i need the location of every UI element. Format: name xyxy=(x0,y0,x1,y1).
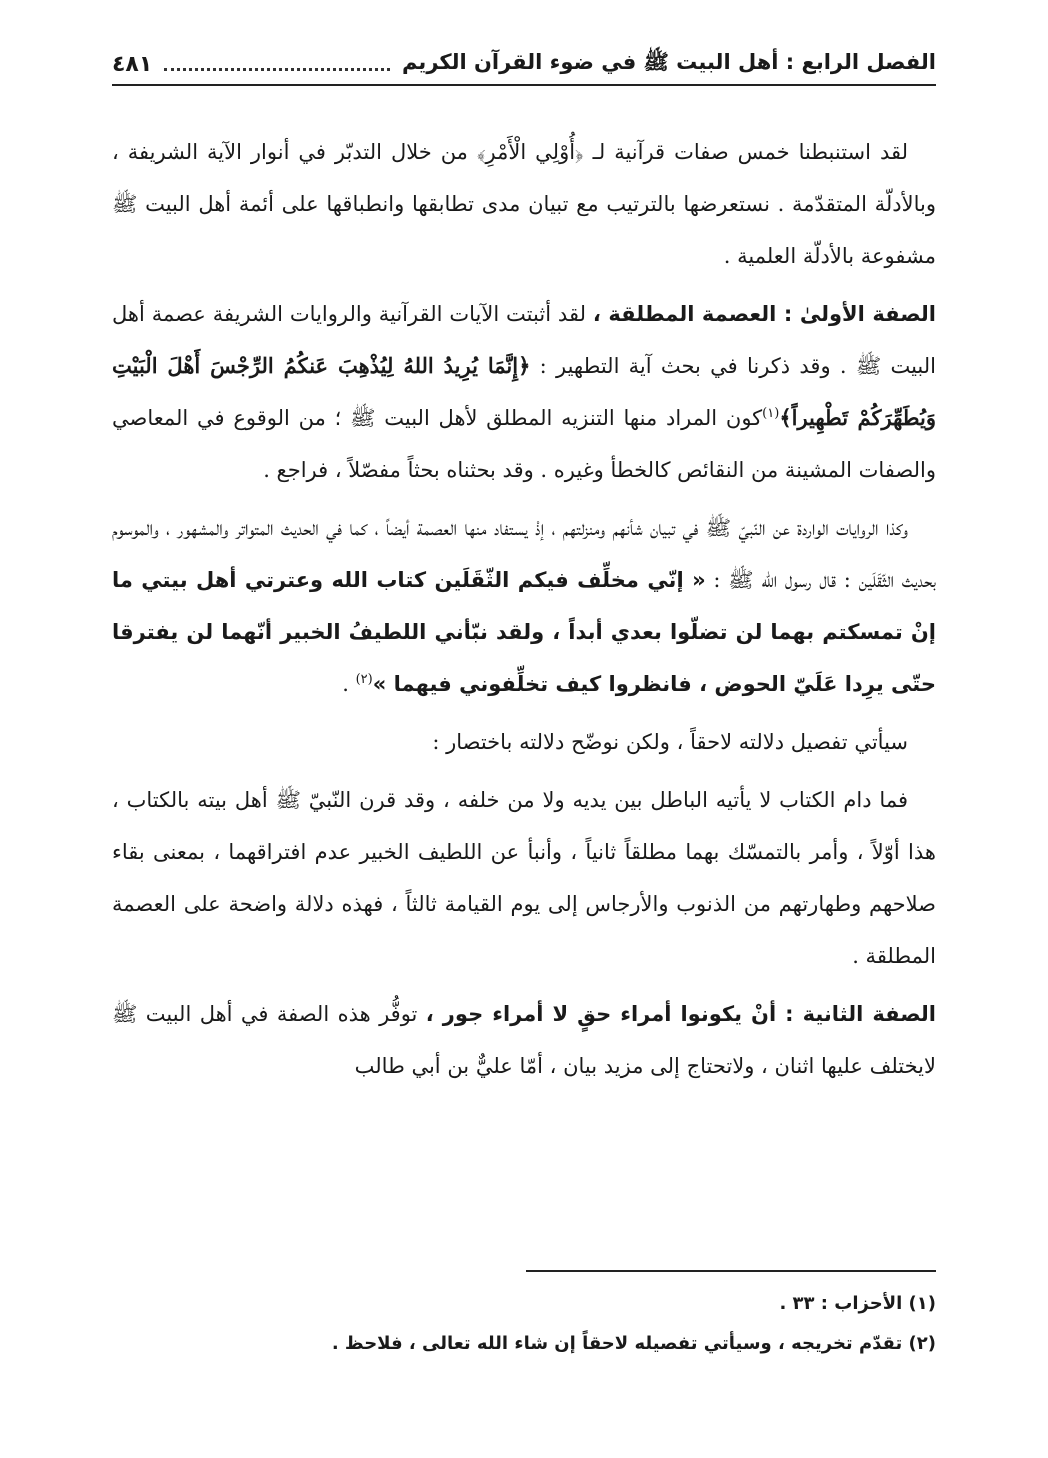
paragraph-text: وكذا الروايات الواردة عن النّبيّ ﷺ في تبيان شأنهم ومنزلتهم ، إذْ يستفاد منها العصمة أيضاً ، كما في الحديث المتواتر والمشهور ، والموسوم بحديث الثّقَلَين : قال رسول الله ﷺ : xyxy=(112,516,936,592)
paragraph-text: . xyxy=(342,672,356,696)
paragraph-first-attribute xyxy=(112,288,936,496)
paragraph-text: سيأتي تفصيل دلالته لاحقاً ، ولكن نوضّح دلالته باختصار : xyxy=(432,730,908,754)
paragraph-text: لقد أثبتت الآيات القرآنية والروايات الشريفة عصمة أهل البيت ﷺ . وقد ذكرنا في بحث آية التطهير : xyxy=(112,302,936,378)
page-body xyxy=(112,126,936,1098)
paragraph-text: كون المراد منها التنزيه المطلق لأهل البيت ﷺ ؛ من الوقوع في المعاصي والصفات المشينة من النقائص كالخطأ وغيره . وقد بحثناه بحثاً مفصّلاً ، فراجع . xyxy=(112,406,936,482)
paragraph-argument xyxy=(112,774,936,982)
page-number: ٤٨١ xyxy=(112,51,153,77)
paragraph-hadith xyxy=(112,502,936,710)
running-header xyxy=(112,44,936,86)
quran-verse: ﴿إِنَّمَا يُرِيدُ اللهُ لِيُذْهِبَ عَنكُمُ الرِّجْسَ أَهْلَ الْبَيْتِ وَيُطَهِّرَكُمْ تَطْهِيراً﴾ xyxy=(112,353,936,430)
paragraph-text: لقد استنبطنا خمس صفات قرآنية لـ ﴿أُوْلِي الْأَمْرِ﴾ من خلال التدبّر في أنوار الآية الشريفة ، وبالأدلّة المتقدّمة . نستعرضها بالترتيب مع تبيان مدى تطابقها وانطباقها على أئمة أهل البيت ﷺ مشفوعة بالأدلّة العلمية . xyxy=(112,140,936,268)
paragraph-second-attribute xyxy=(112,988,936,1092)
paragraph-text: توفُّر هذه الصفة في أهل البيت ﷺ لايختلف عليها اثنان ، ولاتحتاج إلى مزيد بيان ، أمّا عليٌّ بن أبي طالب xyxy=(112,1002,936,1078)
section-heading-first: الصفة الأولىٰ : العصمة المطلقة ، xyxy=(592,302,936,326)
section-heading-second: الصفة الثانية : أنْ يكونوا أمراء حقٍ لا أمراء جور ، xyxy=(425,1002,936,1026)
hadith-quote: « إنّي مخلِّف فيكم الثّقَلَين كتاب الله وعترتي أهل بيتي ما إنْ تمسكتم بهما لن تضلّوا بعدي أبداً ، ولقد نبّأني اللطيفُ الخبير أنّهما لن يفترقا حتّى يرِدا عَلَيّ الحوض ، فانظروا كيف تخلِّفوني فيهما » xyxy=(112,568,936,696)
paragraph-explanation xyxy=(112,716,936,768)
footnote-divider xyxy=(526,1270,936,1272)
footnote-2: (٢) تقدّم تخريجه ، وسيأتي تفصيله لاحقاً إن شاء الله تعالى ، فلاحظ . xyxy=(331,1333,936,1354)
leader-dots xyxy=(164,58,390,71)
footnotes xyxy=(112,1284,936,1364)
paragraph-text: فما دام الكتاب لا يأتيه الباطل بين يديه ولا من خلفه ، وقد قرن النّبيّ ﷺ أهل بيته بالكتاب ، هذا أوّلاً ، وأمر بالتمسّك بهما مطلقاً ثانياً ، وأنبأ عن اللطيف الخبير عدم افتراقهما ، بمعنى بقاء صلاحهم وطهارتهم من الذنوب والأرجاس إلى يوم القيامة ثالثاً ، فهذه دلالة واضحة على العصمة المطلقة . xyxy=(112,788,936,968)
chapter-title: الفصل الرابع : أهل البيت ﷺ في ضوء القرآن الكريم xyxy=(401,49,936,74)
footnote-ref-1[interactable]: (١) xyxy=(762,406,780,421)
paragraph-intro xyxy=(112,126,936,282)
footnote-ref-2[interactable]: (٢) xyxy=(355,672,373,687)
footnote-1: (١) الأحزاب : ٣٣ . xyxy=(779,1293,936,1314)
